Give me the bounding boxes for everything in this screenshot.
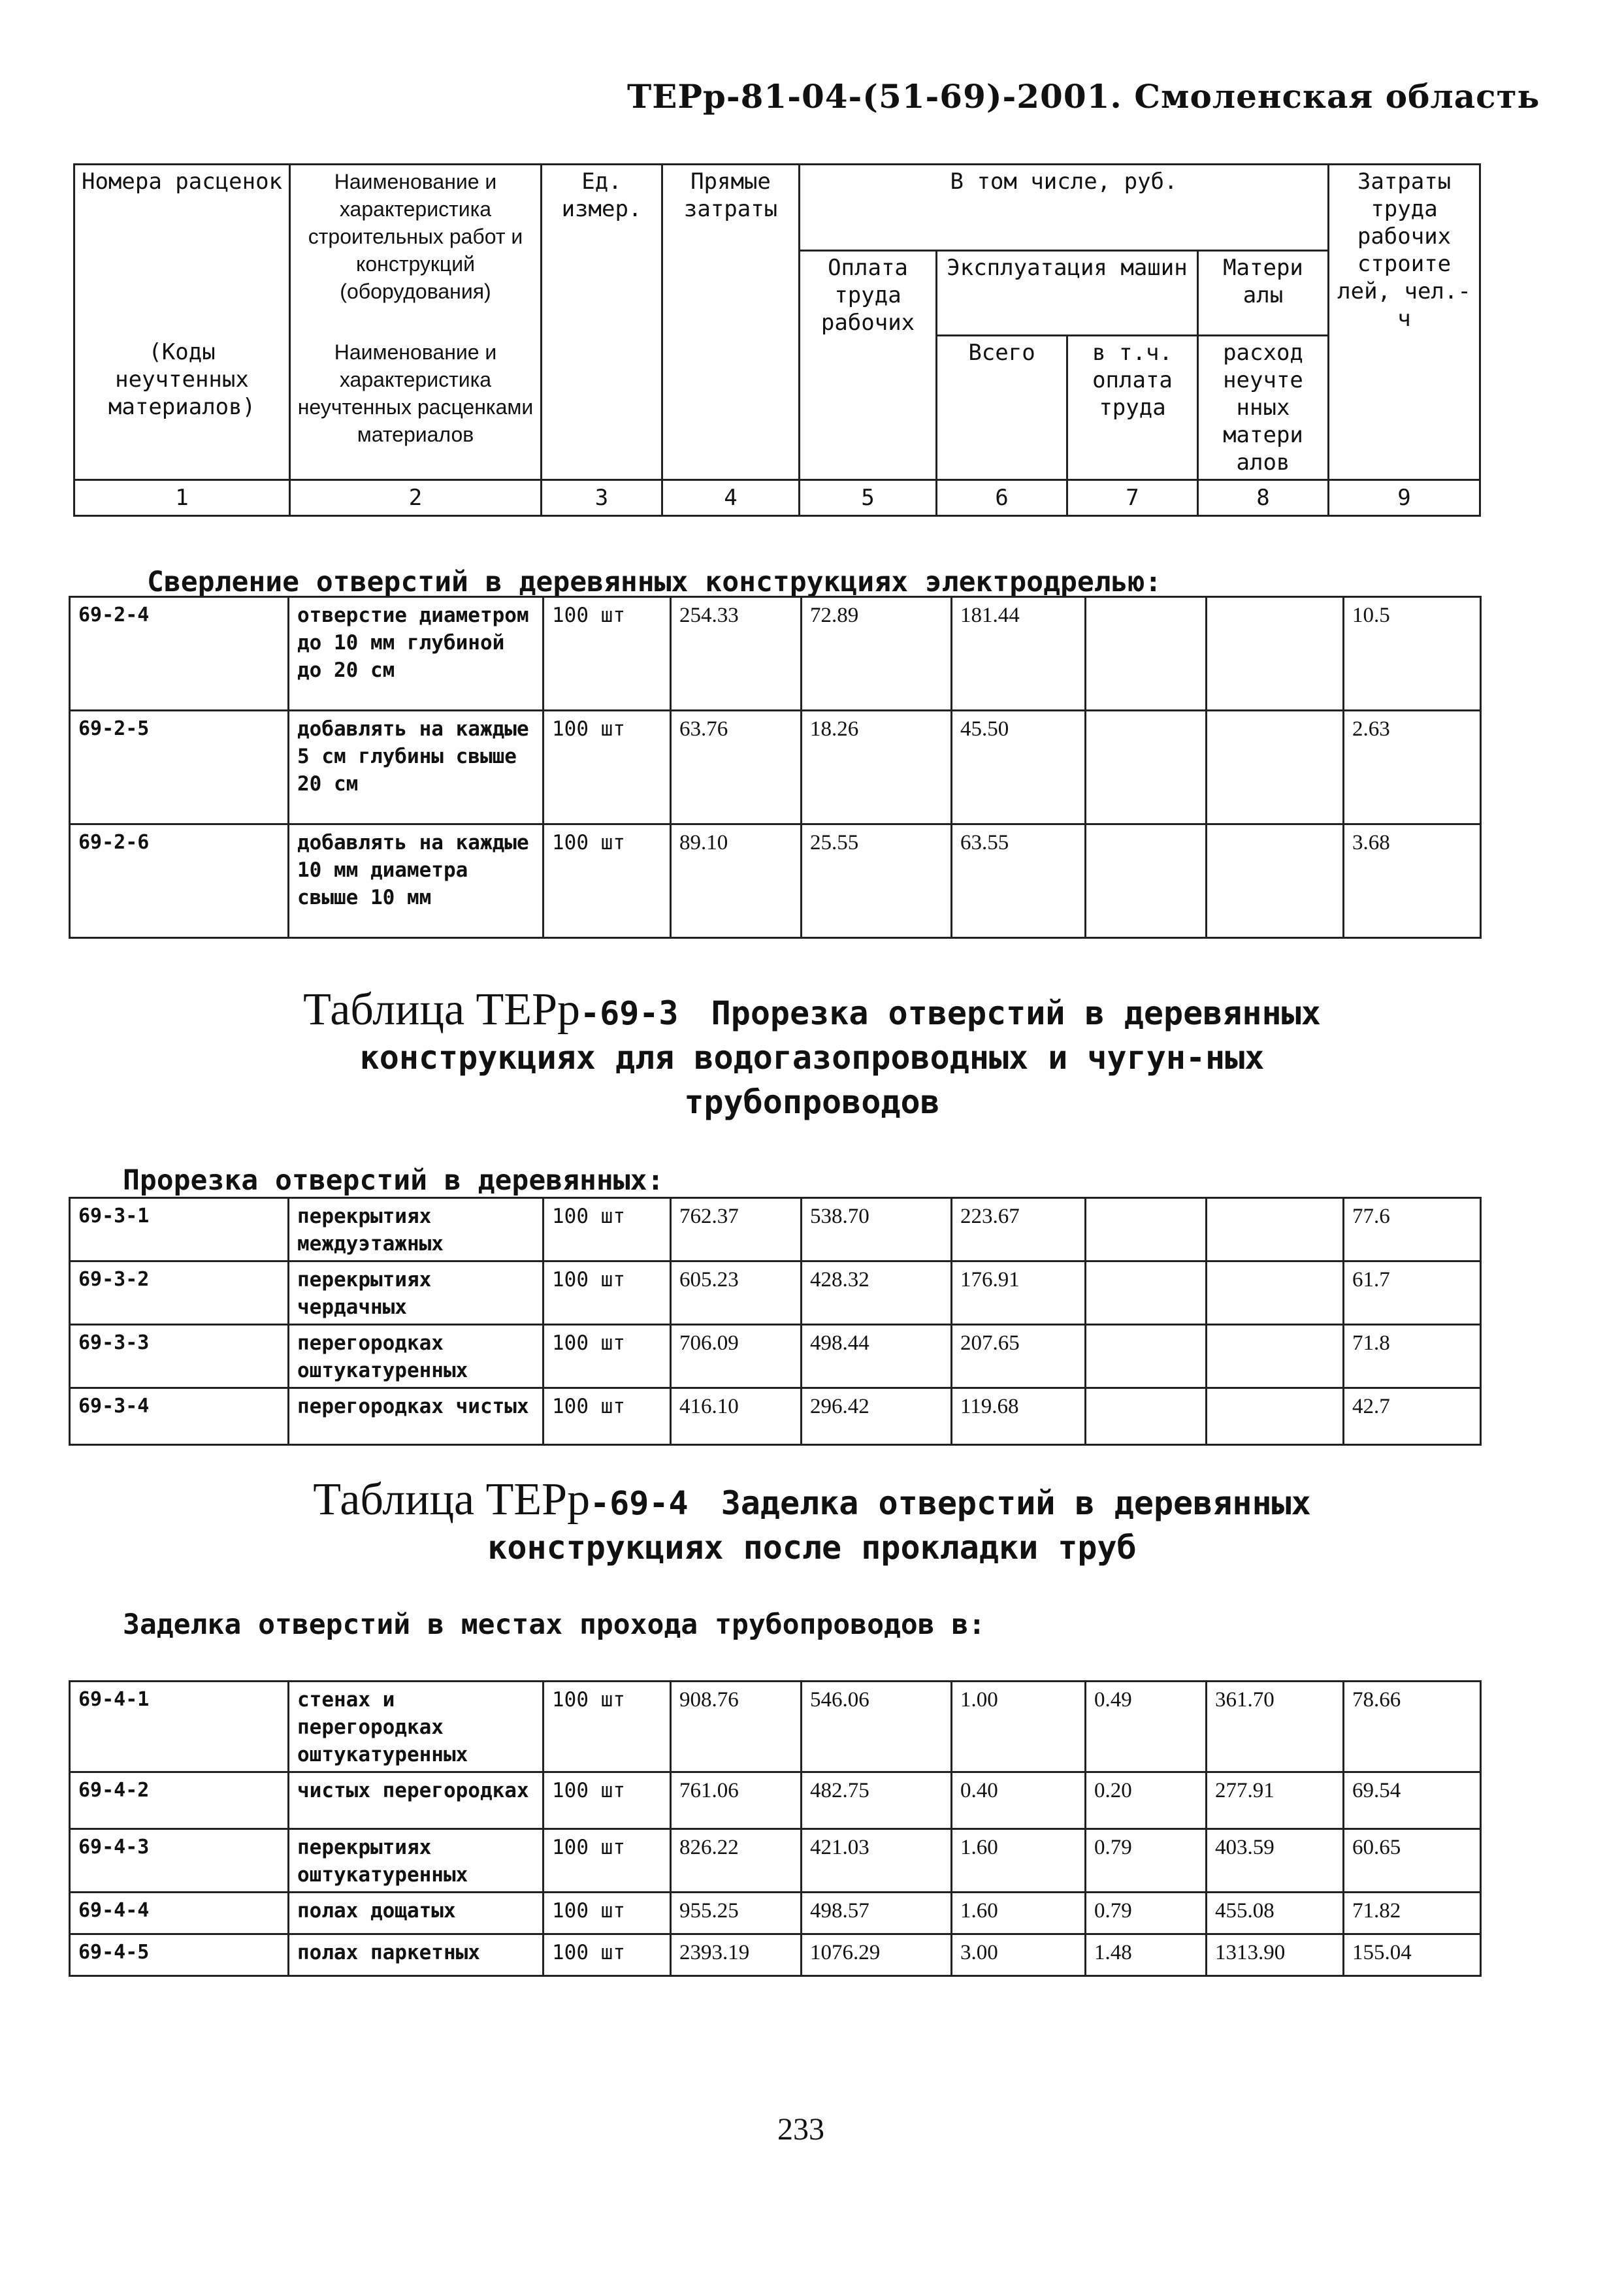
- labor-hours: 10.5: [1344, 597, 1481, 711]
- col-header-3: Ед. измер.: [542, 165, 662, 480]
- page-number: 233: [777, 2112, 824, 2147]
- machine-cost: 0.40: [952, 1772, 1086, 1829]
- running-header: ТЕРр-81-04-(51-69)-2001. Смоленская область: [627, 77, 1540, 116]
- table-row: [70, 1261, 1481, 1325]
- table-69-2: [69, 596, 1482, 939]
- work-name: отверстие диаметром до 10 мм глубиной до 20 см: [289, 597, 544, 711]
- labor-hours: 2.63: [1344, 711, 1481, 824]
- materials-cost: [1207, 1325, 1344, 1388]
- machine-labor-cost: 1.48: [1086, 1934, 1207, 1976]
- rate-code: 69-3-1: [70, 1198, 289, 1261]
- work-name: перекрытиях междуэтажных: [289, 1198, 544, 1261]
- machine-cost: 181.44: [952, 597, 1086, 711]
- materials-cost: [1207, 1388, 1344, 1445]
- unit: 100 шт: [544, 1893, 671, 1934]
- table-title-number: -69-4: [590, 1484, 689, 1522]
- col-header-1b: (Коды неучтенных материалов): [74, 336, 290, 480]
- work-name: полах паркетных: [289, 1934, 544, 1976]
- materials-cost: [1207, 711, 1344, 824]
- labor-cost: 18.26: [802, 711, 952, 824]
- table-row: [70, 1198, 1481, 1261]
- rate-code: 69-4-1: [70, 1682, 289, 1772]
- machine-cost: 176.91: [952, 1261, 1086, 1325]
- machine-cost: 1.60: [952, 1893, 1086, 1934]
- table-title-lead: Таблица ТЕРр: [303, 984, 580, 1035]
- rate-code: 69-3-2: [70, 1261, 289, 1325]
- labor-cost: 498.44: [802, 1325, 952, 1388]
- machine-labor-cost: [1086, 1261, 1207, 1325]
- rate-code: 69-2-5: [70, 711, 289, 824]
- materials-cost: [1207, 824, 1344, 938]
- machine-labor-cost: [1086, 597, 1207, 711]
- direct-cost: 761.06: [671, 1772, 802, 1829]
- table-69-4: [69, 1680, 1482, 1977]
- unit: 100 шт: [544, 1388, 671, 1445]
- labor-hours: 42.7: [1344, 1388, 1481, 1445]
- materials-cost: [1207, 1261, 1344, 1325]
- machine-cost: 3.00: [952, 1934, 1086, 1976]
- col-number: 3: [542, 480, 662, 516]
- col-header-including: В том числе, руб.: [800, 165, 1329, 251]
- table-row: [70, 1893, 1481, 1934]
- work-name: полах дощатых: [289, 1893, 544, 1934]
- table-row: [70, 1772, 1481, 1829]
- direct-cost: 762.37: [671, 1198, 802, 1261]
- machine-labor-cost: 0.49: [1086, 1682, 1207, 1772]
- rate-code: 69-3-3: [70, 1325, 289, 1388]
- direct-cost: 2393.19: [671, 1934, 802, 1976]
- labor-cost: 421.03: [802, 1829, 952, 1893]
- rate-code: 69-4-2: [70, 1772, 289, 1829]
- table-title-69-3: [0, 984, 1624, 1124]
- table-row: [70, 1934, 1481, 1976]
- machine-cost: 45.50: [952, 711, 1086, 824]
- col-header-8b: расход неучте нных матери алов: [1198, 336, 1329, 480]
- unit: 100 шт: [544, 824, 671, 938]
- table-title-line2: конструкциях для водогазопроводных и чугун-ных: [359, 1039, 1265, 1077]
- labor-hours: 69.54: [1344, 1772, 1481, 1829]
- labor-hours: 61.7: [1344, 1261, 1481, 1325]
- section-heading-sealing: Заделка отверстий в местах прохода трубопроводов в:: [123, 1608, 986, 1641]
- direct-cost: 63.76: [671, 711, 802, 824]
- col-number: 7: [1067, 480, 1198, 516]
- col-header-machines: Эксплуатация машин: [937, 251, 1198, 336]
- col-header-1a: Номера расценок: [74, 165, 290, 336]
- unit: 100 шт: [544, 1829, 671, 1893]
- materials-cost: 455.08: [1207, 1893, 1344, 1934]
- machine-labor-cost: [1086, 824, 1207, 938]
- direct-cost: 605.23: [671, 1261, 802, 1325]
- col-number: 6: [937, 480, 1067, 516]
- table-row: [70, 711, 1481, 824]
- materials-cost: 1313.90: [1207, 1934, 1344, 1976]
- rate-code: 69-4-5: [70, 1934, 289, 1976]
- section-heading-cutting: Прорезка отверстий в деревянных:: [123, 1164, 664, 1197]
- materials-cost: 403.59: [1207, 1829, 1344, 1893]
- labor-hours: 71.82: [1344, 1893, 1481, 1934]
- labor-cost: 428.32: [802, 1261, 952, 1325]
- table-title-number: -69-3: [580, 994, 679, 1032]
- work-name: перегородках оштукатуренных: [289, 1325, 544, 1388]
- materials-cost: [1207, 597, 1344, 711]
- machine-labor-cost: [1086, 1198, 1207, 1261]
- table-title-line1: Прорезка отверстий в деревянных: [711, 994, 1321, 1032]
- direct-cost: 826.22: [671, 1829, 802, 1893]
- labor-hours: 71.8: [1344, 1325, 1481, 1388]
- machine-labor-cost: 0.20: [1086, 1772, 1207, 1829]
- materials-cost: [1207, 1198, 1344, 1261]
- col-number: 9: [1329, 480, 1480, 516]
- machine-cost: 63.55: [952, 824, 1086, 938]
- labor-hours: 155.04: [1344, 1934, 1481, 1976]
- work-name: добавлять на каждые 10 мм диаметра свыше 10 мм: [289, 824, 544, 938]
- unit: 100 шт: [544, 1772, 671, 1829]
- rate-code: 69-2-6: [70, 824, 289, 938]
- machine-labor-cost: [1086, 1325, 1207, 1388]
- column-header-table: [73, 163, 1481, 517]
- unit: 100 шт: [544, 711, 671, 824]
- col-number: 8: [1198, 480, 1329, 516]
- rate-code: 69-4-3: [70, 1829, 289, 1893]
- direct-cost: 254.33: [671, 597, 802, 711]
- direct-cost: 706.09: [671, 1325, 802, 1388]
- table-row: [70, 1682, 1481, 1772]
- work-name: чистых перегородках: [289, 1772, 544, 1829]
- table-row: [70, 1829, 1481, 1893]
- col-header-4: Прямые затраты: [662, 165, 800, 480]
- machine-labor-cost: [1086, 711, 1207, 824]
- labor-cost: 296.42: [802, 1388, 952, 1445]
- direct-cost: 416.10: [671, 1388, 802, 1445]
- machine-cost: 1.60: [952, 1829, 1086, 1893]
- materials-cost: 277.91: [1207, 1772, 1344, 1829]
- work-name: перекрытиях оштукатуренных: [289, 1829, 544, 1893]
- labor-cost: 482.75: [802, 1772, 952, 1829]
- col-header-6: Всего: [937, 336, 1067, 480]
- labor-cost: 72.89: [802, 597, 952, 711]
- direct-cost: 955.25: [671, 1893, 802, 1934]
- table-row: [70, 1325, 1481, 1388]
- table-title-line1: Заделка отверстий в деревянных: [721, 1484, 1311, 1522]
- col-header-5: Оплата труда рабочих: [800, 251, 937, 480]
- work-name: добавлять на каждые 5 см глубины свыше 20 см: [289, 711, 544, 824]
- labor-hours: 3.68: [1344, 824, 1481, 938]
- table-title-line2: конструкциях после прокладки труб: [487, 1529, 1137, 1567]
- unit: 100 шт: [544, 1198, 671, 1261]
- machine-cost: 1.00: [952, 1682, 1086, 1772]
- labor-cost: 1076.29: [802, 1934, 952, 1976]
- machine-labor-cost: [1086, 1388, 1207, 1445]
- col-number: 2: [290, 480, 542, 516]
- work-name: перегородках чистых: [289, 1388, 544, 1445]
- table-row: [70, 1388, 1481, 1445]
- col-number: 4: [662, 480, 800, 516]
- labor-cost: 498.57: [802, 1893, 952, 1934]
- machine-cost: 119.68: [952, 1388, 1086, 1445]
- rate-code: 69-2-4: [70, 597, 289, 711]
- col-number: 1: [74, 480, 290, 516]
- col-number: 5: [800, 480, 937, 516]
- rate-code: 69-4-4: [70, 1893, 289, 1934]
- table-row: [70, 824, 1481, 938]
- section-heading-drilling: Сверление отверстий в деревянных конструкциях электродрелью:: [147, 566, 1162, 598]
- labor-hours: 77.6: [1344, 1198, 1481, 1261]
- unit: 100 шт: [544, 597, 671, 711]
- col-header-2b: Наименование и характеристика неучтенных расценками материалов: [290, 336, 542, 480]
- machine-labor-cost: 0.79: [1086, 1829, 1207, 1893]
- rate-code: 69-3-4: [70, 1388, 289, 1445]
- table-row: [70, 597, 1481, 711]
- direct-cost: 908.76: [671, 1682, 802, 1772]
- table-title-line3: трубопроводов: [684, 1083, 940, 1121]
- table-69-3: [69, 1197, 1482, 1446]
- unit: 100 шт: [544, 1682, 671, 1772]
- unit: 100 шт: [544, 1261, 671, 1325]
- table-title-69-4: [0, 1474, 1624, 1570]
- direct-cost: 89.10: [671, 824, 802, 938]
- labor-hours: 78.66: [1344, 1682, 1481, 1772]
- labor-hours: 60.65: [1344, 1829, 1481, 1893]
- materials-cost: 361.70: [1207, 1682, 1344, 1772]
- work-name: стенах и перегородках оштукатуренных: [289, 1682, 544, 1772]
- col-header-9: Затраты труда рабочих строите лей, чел.-ч: [1329, 165, 1480, 480]
- unit: 100 шт: [544, 1325, 671, 1388]
- unit: 100 шт: [544, 1934, 671, 1976]
- col-header-7: в т.ч. оплата труда: [1067, 336, 1198, 480]
- machine-cost: 207.65: [952, 1325, 1086, 1388]
- machine-cost: 223.67: [952, 1198, 1086, 1261]
- labor-cost: 25.55: [802, 824, 952, 938]
- col-header-8a: Матери алы: [1198, 251, 1329, 336]
- col-header-2a: Наименование и характеристика строительных работ и конструкций (оборудования): [290, 165, 542, 336]
- work-name: перекрытиях чердачных: [289, 1261, 544, 1325]
- labor-cost: 546.06: [802, 1682, 952, 1772]
- machine-labor-cost: 0.79: [1086, 1893, 1207, 1934]
- labor-cost: 538.70: [802, 1198, 952, 1261]
- table-title-lead: Таблица ТЕРр: [313, 1474, 591, 1525]
